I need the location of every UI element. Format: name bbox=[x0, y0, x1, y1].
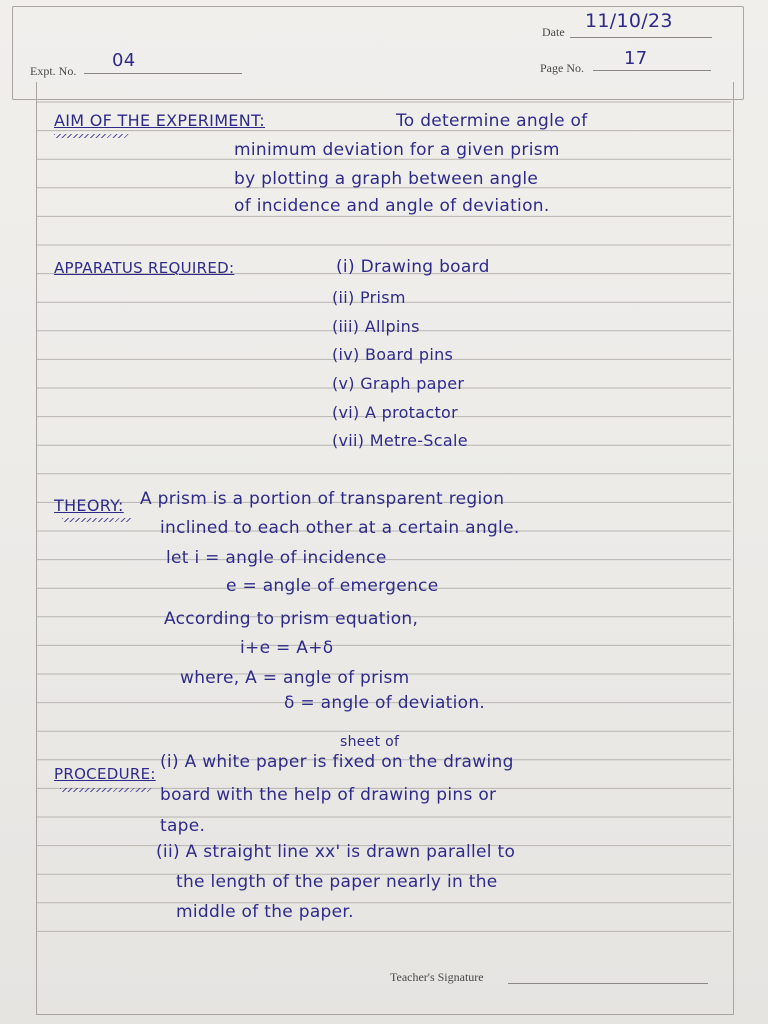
signature-line bbox=[508, 983, 708, 984]
procedure-line-2: board with the help of drawing pins or bbox=[160, 785, 497, 805]
procedure-insert: sheet of bbox=[340, 734, 400, 750]
apparatus-item-5: (v) Graph paper bbox=[332, 374, 465, 393]
heading-squiggle bbox=[60, 788, 152, 792]
page-value: 17 bbox=[624, 48, 648, 69]
aim-line-4: of incidence and angle of deviation. bbox=[234, 196, 550, 216]
apparatus-item-7: (vii) Metre-Scale bbox=[332, 431, 468, 450]
procedure-line-3: tape. bbox=[160, 816, 206, 836]
theory-heading: THEORY: bbox=[54, 496, 124, 515]
apparatus-item-6: (vi) A protactor bbox=[332, 403, 459, 422]
heading-squiggle bbox=[54, 134, 129, 138]
apparatus-item-3: (iii) Allpins bbox=[332, 317, 420, 336]
apparatus-heading: APPARATUS REQUIRED: bbox=[54, 259, 235, 277]
theory-line-8: δ = angle of deviation. bbox=[284, 693, 486, 713]
apparatus-item-4: (iv) Board pins bbox=[332, 345, 454, 364]
theory-line-3: let i = angle of incidence bbox=[166, 548, 387, 568]
procedure-heading: PROCEDURE: bbox=[54, 765, 156, 783]
heading-squiggle bbox=[62, 518, 132, 522]
aim-line-1: To determine angle of bbox=[396, 111, 588, 131]
theory-line-4: e = angle of emergence bbox=[226, 576, 439, 596]
apparatus-item-1: (i) Drawing board bbox=[336, 257, 490, 277]
aim-heading: AIM OF THE EXPERIMENT: bbox=[54, 111, 265, 130]
theory-line-5: According to prism equation, bbox=[164, 609, 419, 629]
expt-value: 04 bbox=[112, 50, 136, 71]
expt-label: Expt. No. bbox=[30, 64, 77, 78]
theory-equation: i+e = A+δ bbox=[240, 638, 334, 658]
date-label: Date bbox=[542, 25, 565, 39]
theory-line-1: A prism is a portion of transparent region bbox=[140, 489, 505, 509]
aim-line-3: by plotting a graph between angle bbox=[234, 169, 539, 189]
date-value: 11/10/23 bbox=[585, 10, 673, 32]
page-label: Page No. bbox=[540, 61, 584, 75]
procedure-line-6: middle of the paper. bbox=[176, 902, 354, 922]
procedure-line-5: the length of the paper nearly in the bbox=[176, 872, 498, 892]
theory-line-7: where, A = angle of prism bbox=[180, 668, 410, 688]
theory-line-2: inclined to each other at a certain angle. bbox=[160, 518, 520, 538]
teacher-signature-label: Teacher's Signature bbox=[390, 970, 484, 984]
procedure-line-4: (ii) A straight line xx' is drawn parallel to bbox=[156, 842, 516, 862]
procedure-line-1: (i) A white paper is fixed on the drawing bbox=[160, 752, 514, 772]
apparatus-item-2: (ii) Prism bbox=[332, 288, 406, 307]
aim-line-2: minimum deviation for a given prism bbox=[234, 140, 560, 160]
